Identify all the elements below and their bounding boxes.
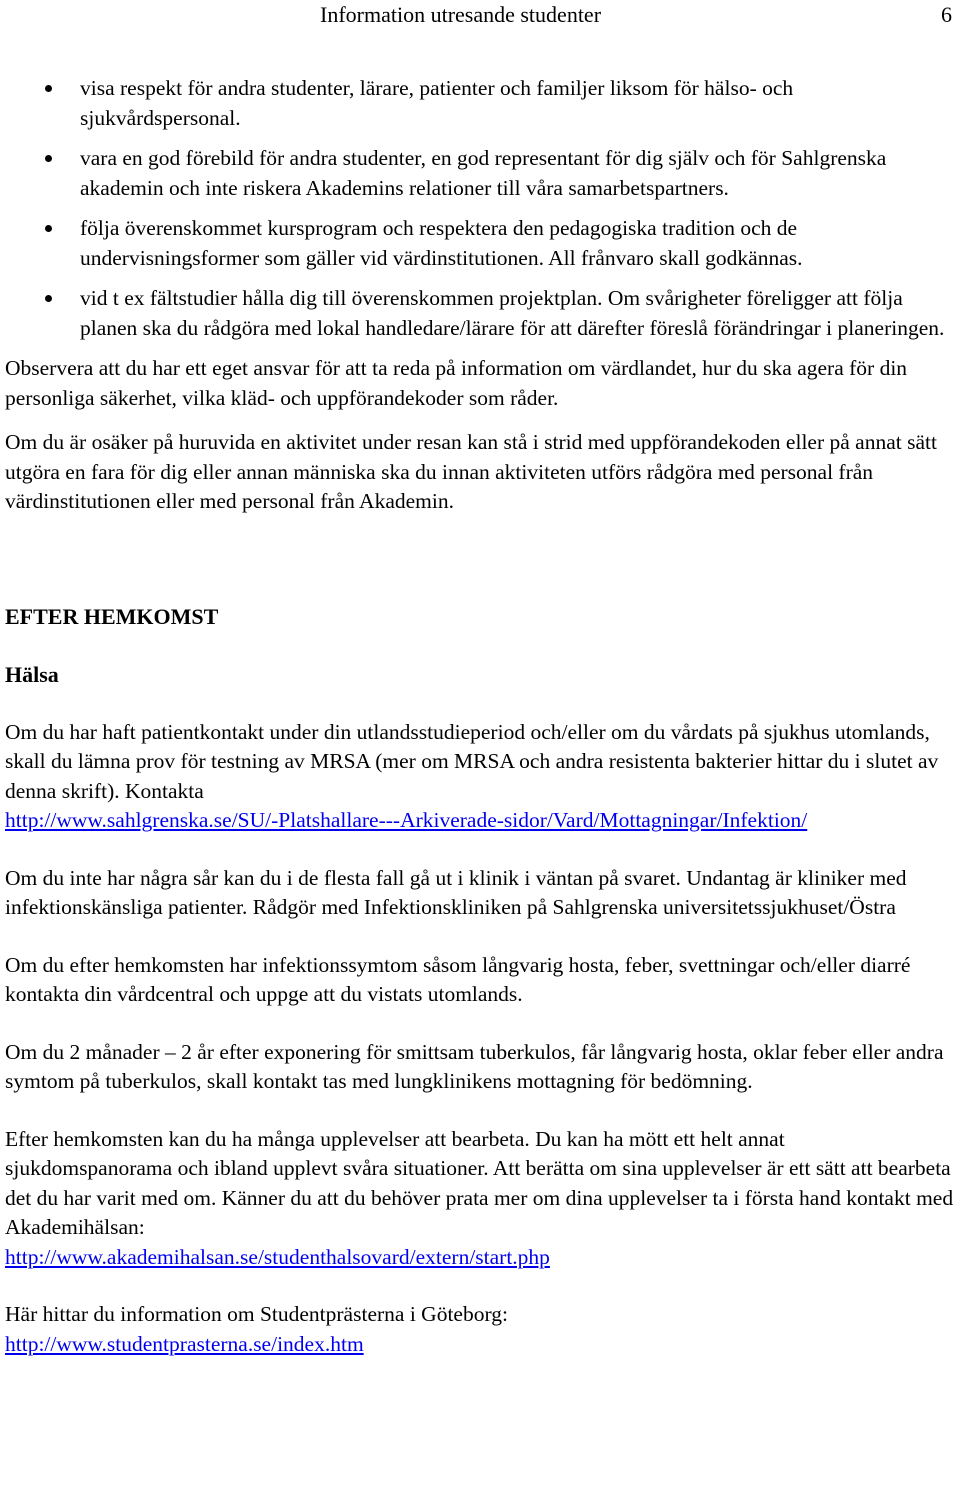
infektion-link[interactable]: http://www.sahlgrenska.se/SU/-Platshallare---Arkiverade-sidor/Vard/Mottagningar/Infektion/ [5,808,808,832]
paragraph-experiences: Efter hemkomsten kan du ha många upplevelser att bearbeta. Du kan ha mött ett helt annat sjukdomspanorama och ibland upplevt svåra situationer. Att berätta om sina upplevelser är ett sätt att bearbeta det du har varit med om. Känner du att du behöver prata mer om dina upplevelser ta i första hand kontakt med Akademihälsan: http://www.akademihalsan.se/studenthalsovard/extern/start.php [5,1126,954,1269]
page-number: 6 [941,2,952,28]
document-body [5,74,955,1374]
bullet-icon [45,85,52,92]
paragraph-tuberculosis: Om du 2 månader – 2 år efter exponering för smittsam tuberkulos, får långvarig hosta, oklar feber eller andra symtom på tuberkulos, skall kontakt tas med lungklinikens mottagning för bedömning. [5,1039,944,1093]
paragraph-symptoms: Om du efter hemkomsten har infektionssymtom såsom långvarig hosta, feber, svettningar och/eller diarré kontakta din vårdcentral och uppge att du vistats utomlands. [5,952,911,1006]
paragraph-responsibility: Observera att du har ett eget ansvar för att ta reda på information om värdlandet, hur du ska agera för din personliga säkerhet, vilka kläd- och uppförandekoder som råder. [5,356,908,410]
list-item: vara en god förebild för andra studenter, en god representant för dig själv och för Sahlgrenska akademin och inte riskera Akademins relationer till våra samarbetspartners. [5,144,955,203]
bullet-icon [45,155,52,162]
paragraph-wounds: Om du inte har några sår kan du i de flesta fall gå ut i klinik i väntan på svaret. Undantag är kliniker med infektionskänsliga patienter. Rådgör med Infektionskliniken på Sahlgrenska universitetssjukhuset/Östra [5,865,907,919]
studentprasterna-link[interactable]: http://www.studentprasterna.se/index.htm [5,1331,364,1356]
akademihalsan-link[interactable]: http://www.akademihalsan.se/studenthalsovard/extern/start.php [5,1244,550,1269]
bullet-icon [45,295,52,302]
page-header [320,0,952,30]
list-item: visa respekt för andra studenter, lärare, patienter och familjer liksom för hälso- och sjukvårdspersonal. [5,74,955,133]
list-item: följa överenskommet kursprogram och respektera den pedagogiska tradition och de undervisningsformer som gäller vid värdinstitutionen. All frånvaro skall godkännas. [5,214,955,273]
bullet-list [5,74,955,343]
subsection-heading: Hälsa [5,661,59,687]
header-title: Information utresande studenter [320,2,602,28]
bullet-icon [45,225,52,232]
list-item: vid t ex fältstudier hålla dig till överenskommen projektplan. Om svårigheter föreligger att följa planen ska du rådgöra med lokal handledare/lärare för att därefter föreslå förändringar i planeringen. [5,284,955,343]
paragraph-mrsa: Om du har haft patientkontakt under din utlandsstudieperiod och/eller om du vårdats på sjukhus utomlands, skall du lämna prov för testning av MRSA (mer om MRSA och andra resistenta bakterier hittar du i slutet av denna skrift). Kontakta http://www.sahlgrenska.se/SU/-Platshallare---Arkiverade-sidor/Vard/Mottagningar/Infektion/ [5,719,939,832]
paragraph-uncertainty: Om du är osäker på huruvida en aktivitet under resan kan stå i strid med uppförandekoden eller på annat sätt utgöra en fara för dig eller annan människa ska du innan aktiviteten utförs rådgöra med personal från värdinstitutionen eller med personal från Akademin. [5,430,937,513]
section-heading: EFTER HEMKOMST [5,603,219,629]
paragraph-chaplains: Här hittar du information om Studentprästerna i Göteborg: http://www.studentprasterna.se/index.htm [5,1302,508,1356]
